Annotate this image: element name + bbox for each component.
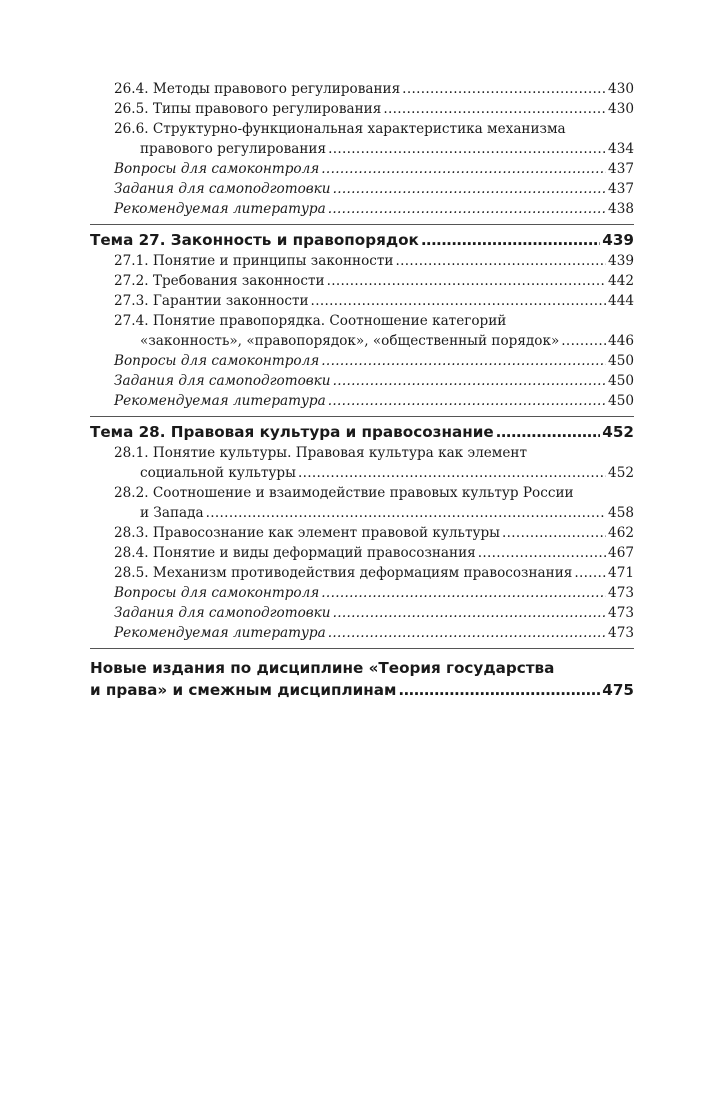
- toc-entry-tasks-26[interactable]: [90, 179, 634, 199]
- topic-title-line2: и права» и смежным дисциплинам: [90, 681, 397, 699]
- toc-entry-tasks-28[interactable]: [90, 603, 634, 623]
- toc-entry-title-line1: 28.2. Соотношение и взаимодействие правовых культур России: [114, 485, 574, 501]
- toc-entry-28-5[interactable]: [90, 563, 634, 583]
- toc-entry-28-4[interactable]: [90, 543, 634, 563]
- toc-entry-page: 473: [608, 625, 634, 641]
- topic-page: 475: [602, 681, 634, 699]
- toc-entry-questions-26[interactable]: [90, 159, 634, 179]
- dot-leader: [321, 159, 606, 179]
- toc-entry-page: 438: [608, 201, 634, 217]
- topic-page: 452: [602, 423, 634, 441]
- toc-entry-title-line2: социальной культуры: [140, 465, 296, 481]
- toc-entry-title: Задания для самоподготовки: [114, 181, 331, 197]
- dot-leader: [478, 543, 606, 563]
- dot-leader: [383, 99, 606, 119]
- dot-leader: [421, 229, 600, 251]
- toc-entry-page: 462: [608, 525, 634, 541]
- dot-leader: [396, 251, 607, 271]
- dot-leader: [298, 463, 606, 483]
- dot-leader: [311, 291, 607, 311]
- dot-leader: [574, 563, 606, 583]
- toc-topic-28[interactable]: [90, 421, 634, 443]
- toc-entry-page: 442: [608, 273, 634, 289]
- toc-entry-questions-27[interactable]: [90, 351, 634, 371]
- toc-entry-page: 430: [608, 101, 634, 117]
- dot-leader: [402, 79, 606, 99]
- toc-entry-27-4[interactable]: [90, 311, 634, 351]
- toc-entry-page: 471: [608, 565, 634, 581]
- toc-entry-title-line1: 26.6. Структурно-функциональная характеристика механизма: [114, 121, 566, 137]
- toc-entry-title: 28.5. Механизм противодействия деформациям правосознания: [114, 565, 573, 581]
- toc-entry-page: 434: [608, 141, 634, 157]
- toc-entry-title-line1: 27.4. Понятие правопорядка. Соотношение категорий: [114, 313, 507, 329]
- toc-entry-26-5[interactable]: [90, 99, 634, 119]
- toc-entry-title-line2: «законность», «правопорядок», «общественный порядок»: [140, 333, 560, 349]
- toc-entry-literature-27[interactable]: [90, 391, 634, 411]
- topic-page: 439: [602, 231, 634, 249]
- toc-entry-page: 439: [608, 253, 634, 269]
- toc-entry-title: Рекомендуемая литература: [114, 201, 326, 217]
- toc-entry-26-4[interactable]: [90, 79, 634, 99]
- toc-entry-page: 452: [608, 465, 634, 481]
- toc-entry-title: Рекомендуемая литература: [114, 625, 326, 641]
- toc-entry-title: 28.4. Понятие и виды деформаций правосознания: [114, 545, 476, 561]
- toc-entry-title: 27.3. Гарантии законности: [114, 293, 309, 309]
- topic-title: Тема 27. Законность и правопорядок: [90, 231, 419, 249]
- toc-entry-tasks-27[interactable]: [90, 371, 634, 391]
- toc-entry-page: 473: [608, 585, 634, 601]
- toc-entry-page: 446: [608, 333, 634, 349]
- toc-entry-title: 27.2. Требования законности: [114, 273, 325, 289]
- toc-entry-title: 26.4. Методы правового регулирования: [114, 81, 401, 97]
- toc-entry-literature-28[interactable]: [90, 623, 634, 643]
- toc-entry-title: 27.1. Понятие и принципы законности: [114, 253, 394, 269]
- dot-leader: [328, 199, 606, 219]
- dot-leader: [398, 679, 600, 701]
- toc-topic-27[interactable]: [90, 229, 634, 251]
- dot-leader: [328, 623, 606, 643]
- toc-entry-28-2[interactable]: [90, 483, 634, 523]
- toc-entry-title: Задания для самоподготовки: [114, 605, 331, 621]
- dot-leader: [502, 523, 606, 543]
- toc-entry-title-line1: 28.1. Понятие культуры. Правовая культура как элемент: [114, 445, 527, 461]
- toc-entry-27-3[interactable]: [90, 291, 634, 311]
- toc-entry-title: Вопросы для самоконтроля: [114, 353, 320, 369]
- toc-entry-page: 444: [608, 293, 634, 309]
- topic-title: Тема 28. Правовая культура и правосознание: [90, 423, 494, 441]
- dot-leader: [333, 603, 606, 623]
- dot-leader: [321, 583, 606, 603]
- toc-entry-literature-26[interactable]: [90, 199, 634, 219]
- toc-entry-questions-28[interactable]: [90, 583, 634, 603]
- toc-entry-26-6[interactable]: [90, 119, 634, 159]
- table-of-contents: [90, 79, 634, 701]
- dot-leader: [328, 391, 606, 411]
- toc-entry-title: Рекомендуемая литература: [114, 393, 326, 409]
- toc-new-editions[interactable]: [90, 657, 634, 701]
- dot-leader: [327, 271, 606, 291]
- dot-leader: [321, 351, 606, 371]
- dot-leader: [561, 331, 606, 351]
- dot-leader: [496, 421, 601, 443]
- toc-entry-page: 437: [608, 161, 634, 177]
- toc-entry-page: 450: [608, 353, 634, 369]
- toc-entry-28-3[interactable]: [90, 523, 634, 543]
- toc-entry-page: 467: [608, 545, 634, 561]
- toc-entry-title-line2: правового регулирования: [140, 141, 327, 157]
- divider: [90, 648, 634, 649]
- divider: [90, 416, 634, 417]
- dot-leader: [333, 371, 606, 391]
- toc-entry-page: 473: [608, 605, 634, 621]
- toc-entry-title: Вопросы для самоконтроля: [114, 585, 320, 601]
- dot-leader: [333, 179, 606, 199]
- divider: [90, 224, 634, 225]
- toc-entry-title: Вопросы для самоконтроля: [114, 161, 320, 177]
- toc-entry-page: 450: [608, 393, 634, 409]
- toc-entry-title: 26.5. Типы правового регулирования: [114, 101, 382, 117]
- dot-leader: [328, 139, 606, 159]
- toc-entry-page: 437: [608, 181, 634, 197]
- toc-entry-27-2[interactable]: [90, 271, 634, 291]
- toc-entry-page: 450: [608, 373, 634, 389]
- toc-entry-title: 28.3. Правосознание как элемент правовой культуры: [114, 525, 500, 541]
- toc-entry-title: Задания для самоподготовки: [114, 373, 331, 389]
- toc-entry-title-line2: и Запада: [140, 505, 204, 521]
- topic-title-line1: Новые издания по дисциплине «Теория государства: [90, 659, 555, 677]
- toc-entry-page: 430: [608, 81, 634, 97]
- toc-entry-27-1[interactable]: [90, 251, 634, 271]
- toc-entry-28-1[interactable]: [90, 443, 634, 483]
- toc-entry-page: 458: [608, 505, 634, 521]
- dot-leader: [206, 503, 606, 523]
